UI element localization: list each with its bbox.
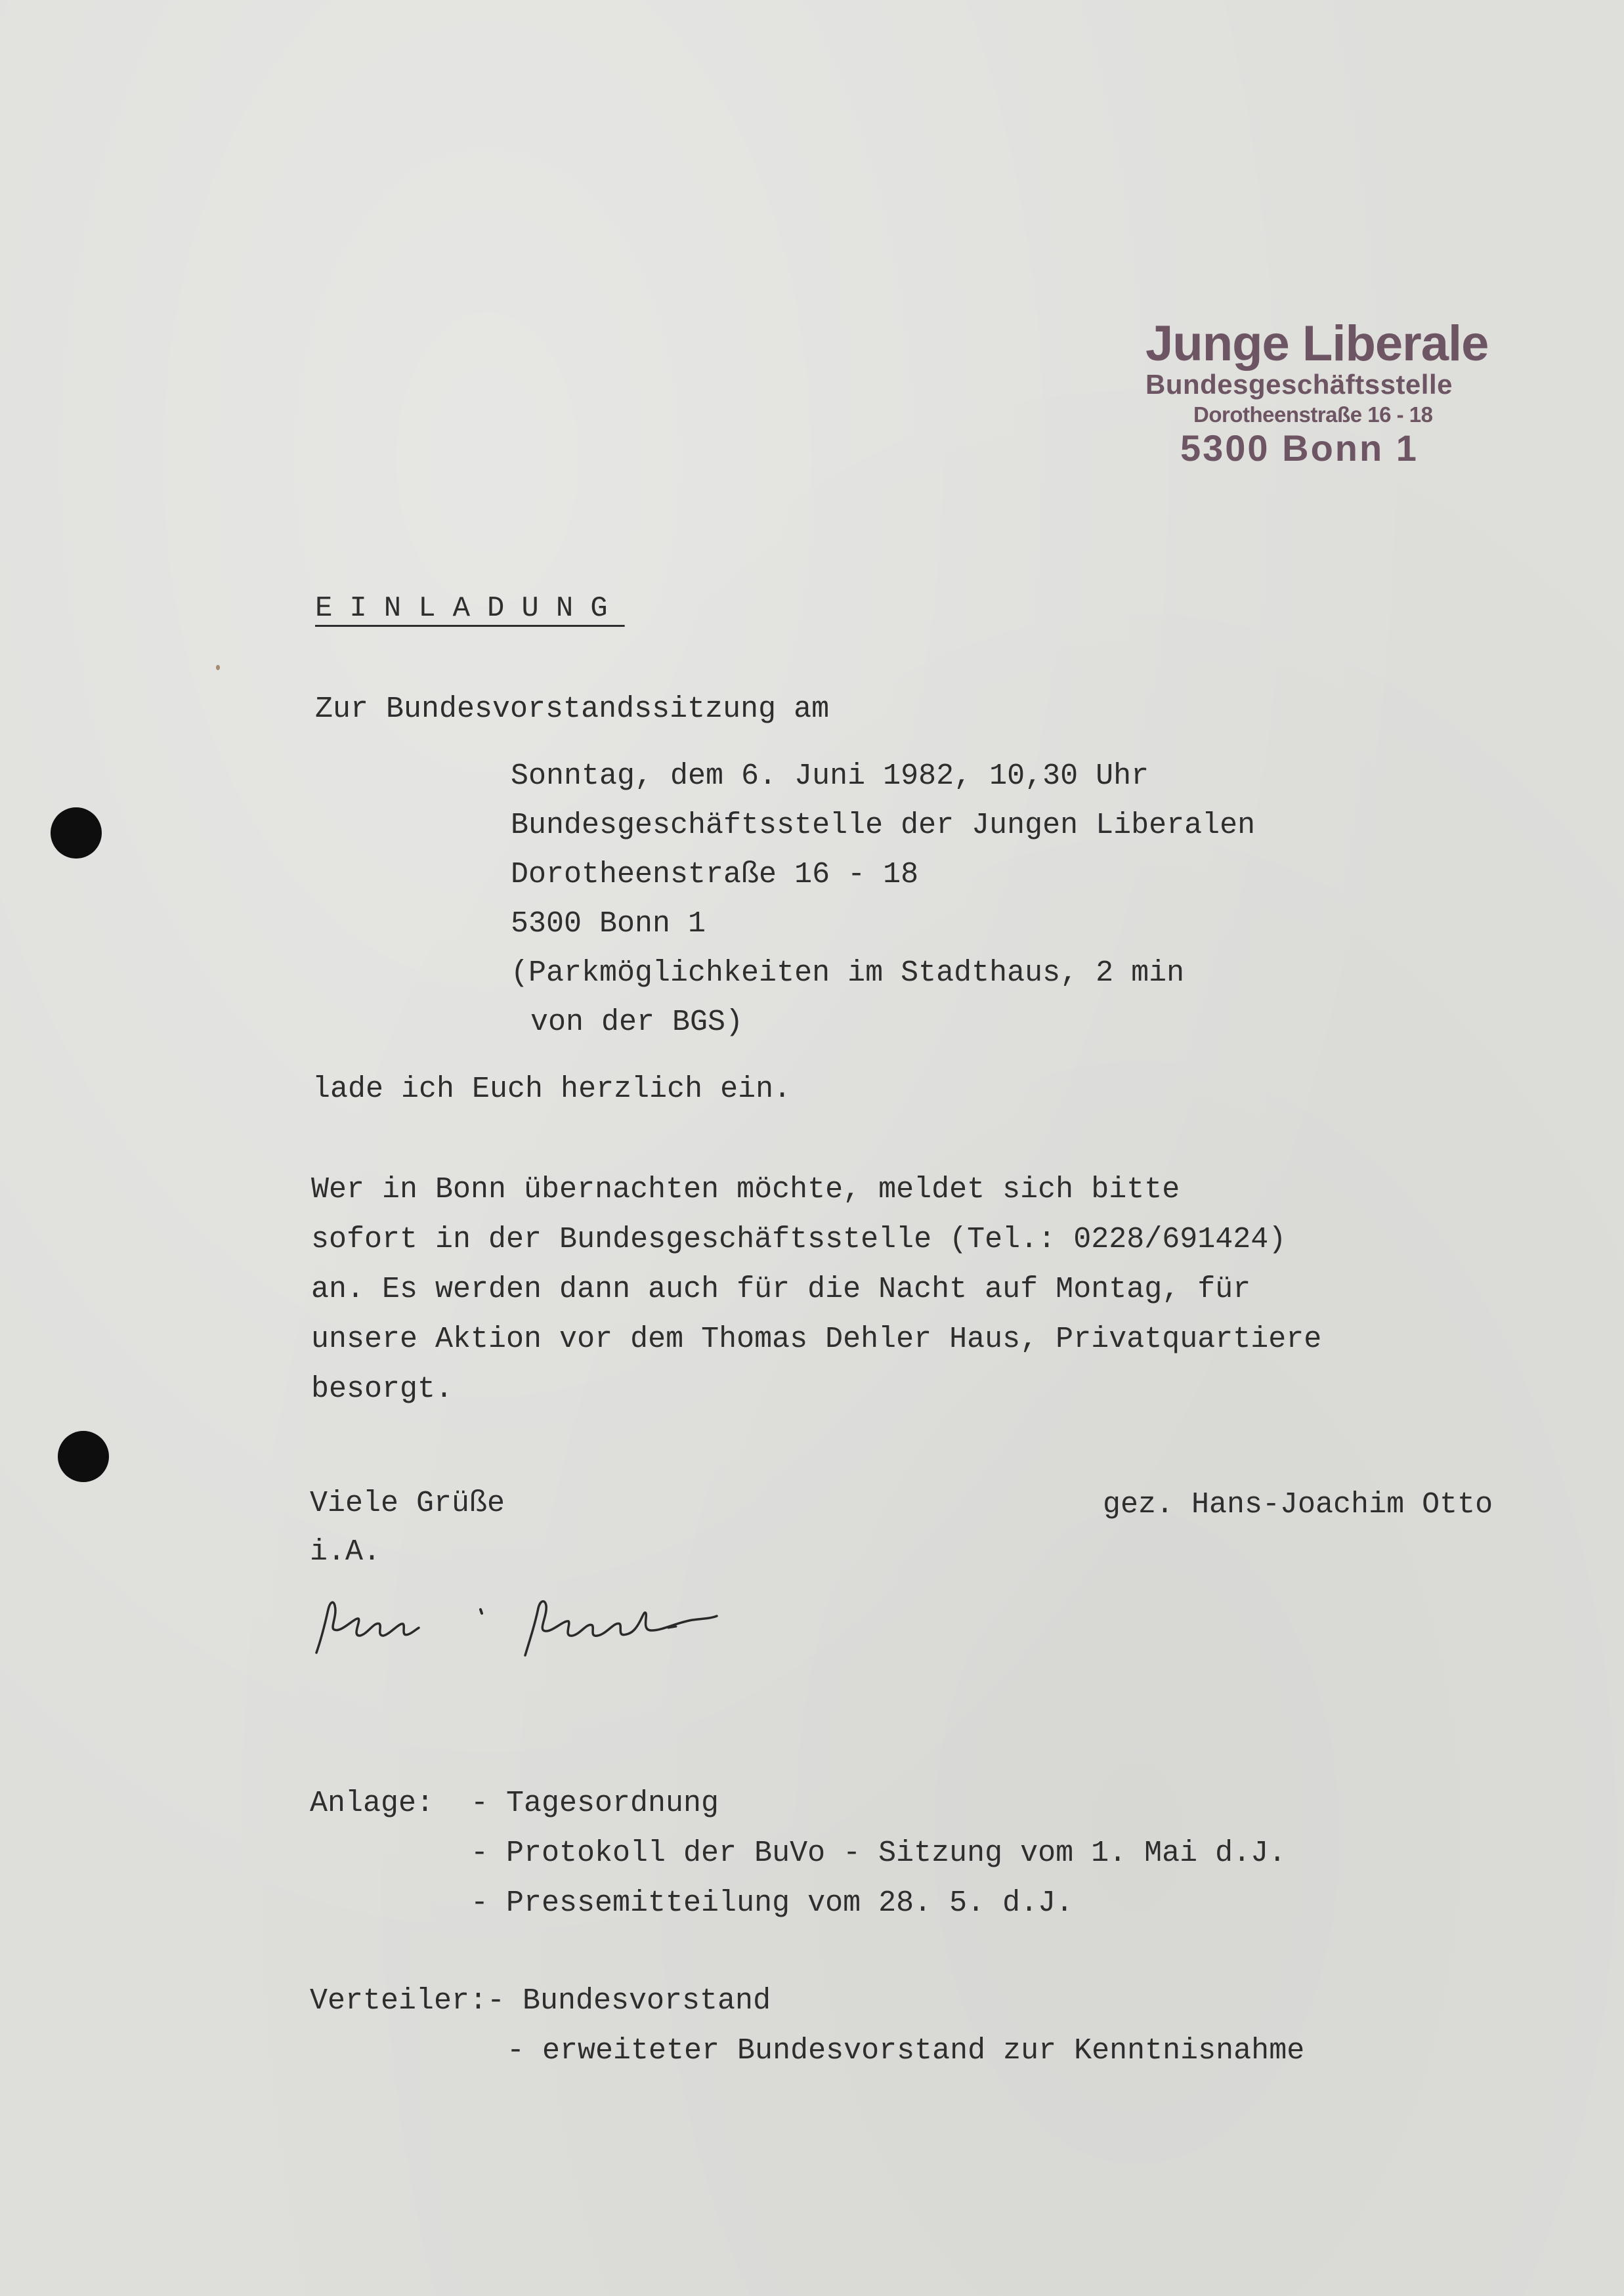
meeting-parking-line2: von der BGS) xyxy=(530,1006,744,1039)
punch-hole-upper xyxy=(51,807,102,859)
stamp-organization: Junge Liberale xyxy=(1145,316,1489,372)
paragraph-line: Wer in Bonn übernachten möchte, meldet sich bitte xyxy=(311,1173,1180,1206)
paragraph-line: unsere Aktion vor dem Thomas Dehler Haus, Privatquartiere xyxy=(311,1323,1322,1356)
paragraph-line: besorgt. xyxy=(311,1372,454,1406)
stamp-city: 5300 Bonn 1 xyxy=(1180,427,1419,469)
handwritten-signature xyxy=(309,1575,834,1667)
stamp-office: Bundesgeschäftsstelle xyxy=(1145,369,1453,400)
distribution-item: - Bundesvorstand xyxy=(487,1984,771,2018)
attachment-item: - Protokoll der BuVo - Sitzung vom 1. Mai d.J. xyxy=(471,1837,1287,1870)
meeting-parking-line1: (Parkmöglichkeiten im Stadthaus, 2 min xyxy=(511,956,1185,990)
paper-speck xyxy=(216,665,220,670)
paragraph-line: an. Es werden dann auch für die Nacht auf Montag, für xyxy=(311,1273,1251,1306)
invite-line: lade ich Euch herzlich ein. xyxy=(312,1073,792,1106)
stamp-street: Dorotheenstraße 16 - 18 xyxy=(1193,402,1433,427)
meeting-street: Dorotheenstraße 16 - 18 xyxy=(511,858,919,891)
closing-signed-by: gez. Hans-Joachim Otto xyxy=(1103,1488,1493,1521)
document-heading: EINLADUNG xyxy=(315,592,625,625)
closing-ia: i.A. xyxy=(310,1535,381,1569)
distribution-label: Verteiler: xyxy=(310,1984,488,2018)
meeting-city: 5300 Bonn 1 xyxy=(511,907,706,941)
attachment-item: - Pressemitteilung vom 28. 5. d.J. xyxy=(471,1886,1074,1920)
paragraph-line: sofort in der Bundesgeschäftsstelle (Tel.: 0228/691424) xyxy=(311,1223,1287,1256)
closing-greeting: Viele Grüße xyxy=(310,1487,505,1520)
punch-hole-lower xyxy=(58,1431,109,1482)
distribution-item: - erweiteter Bundesvorstand zur Kenntnisnahme xyxy=(507,2034,1305,2068)
attachments-label: Anlage: xyxy=(310,1787,435,1820)
attachment-item: - Tagesordnung xyxy=(471,1787,719,1820)
meeting-date: Sonntag, dem 6. Juni 1982, 10,30 Uhr xyxy=(511,759,1149,793)
intro-line: Zur Bundesvorstandssitzung am xyxy=(315,692,830,726)
meeting-venue: Bundesgeschäftsstelle der Jungen Liberalen xyxy=(511,809,1256,842)
